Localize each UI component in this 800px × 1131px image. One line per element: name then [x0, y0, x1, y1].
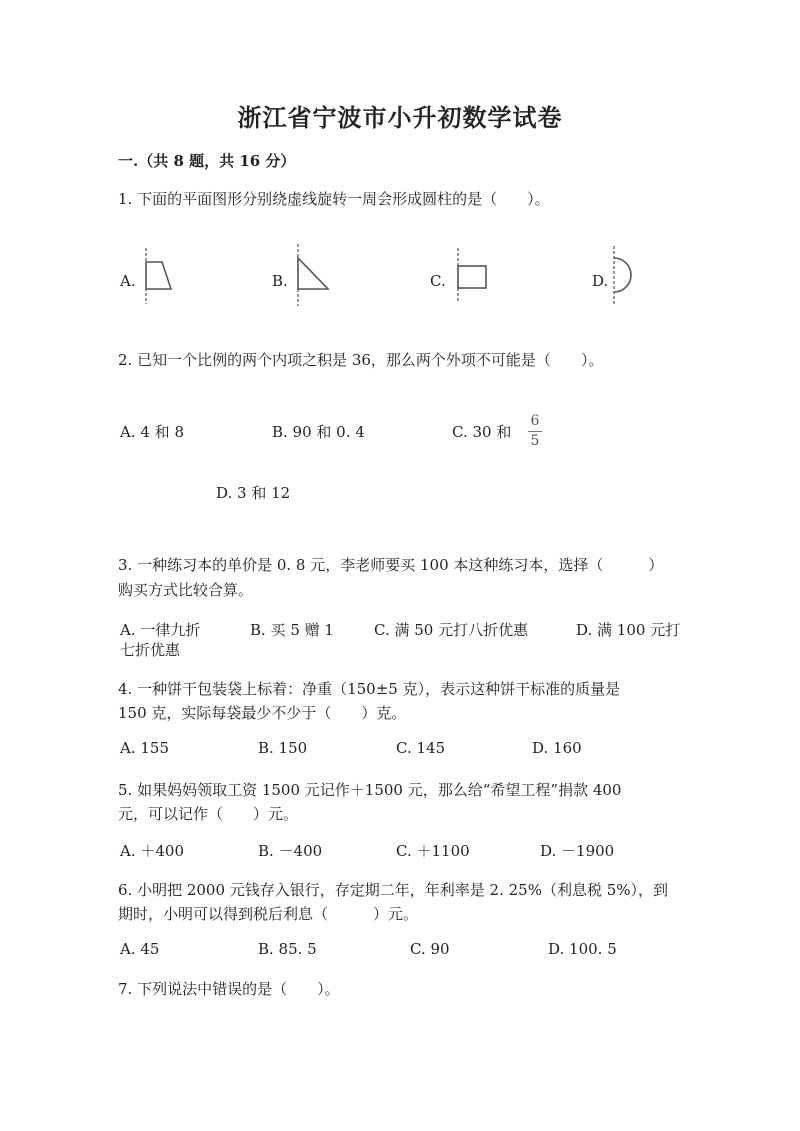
q2-option-a[interactable]: A. 4 和 8	[120, 423, 184, 441]
q4-option-a[interactable]: A. 155	[120, 739, 169, 757]
question-3-line-1: 3. 一种练习本的单价是 0. 8 元，李老师要买 100 本这种练习本，选择（ ）	[118, 556, 664, 574]
q4-option-d[interactable]: D. 160	[532, 739, 582, 757]
question-5-line-2: 元，可以记作（ ）元。	[118, 805, 299, 823]
question-2: 2. 已知一个比例的两个内项之积是 36，那么两个外项不可能是（ ）。	[118, 351, 604, 369]
q1-option-b[interactable]: B.	[272, 272, 288, 290]
q2-option-c[interactable]: C. 30 和	[452, 423, 512, 441]
q1-option-a[interactable]: A.	[120, 272, 136, 290]
q1-figure-a-trapezoid	[138, 246, 178, 306]
q5-option-a[interactable]: A. ＋400	[120, 842, 184, 860]
q3-option-b[interactable]: B. 买 5 赠 1	[250, 621, 334, 639]
q5-option-d[interactable]: D. －1900	[540, 842, 615, 860]
q2-option-c-fraction	[528, 413, 542, 450]
q3-option-a[interactable]: A. 一律九折	[120, 621, 201, 639]
q2-option-d[interactable]: D. 3 和 12	[216, 484, 291, 502]
question-3-line-2: 购买方式比较合算。	[118, 581, 254, 599]
q5-option-c[interactable]: C. ＋1100	[396, 842, 470, 860]
q6-option-d[interactable]: D. 100. 5	[548, 940, 617, 958]
q6-option-c[interactable]: C. 90	[410, 940, 450, 958]
q1-figure-c-rectangle	[450, 246, 492, 304]
q5-option-b[interactable]: B. －400	[258, 842, 323, 860]
section-header: 一.（共 8 题，共 16 分）	[118, 152, 296, 170]
q6-option-a[interactable]: A. 45	[120, 940, 160, 958]
question-1: 1. 下面的平面图形分别绕虚线旋转一周会形成圆柱的是（ ）。	[118, 190, 550, 208]
q4-option-c[interactable]: C. 145	[396, 739, 446, 757]
q1-option-d[interactable]: D.	[592, 272, 609, 290]
fraction-numerator: 6	[530, 413, 540, 429]
q2-option-b[interactable]: B. 90 和 0. 4	[272, 423, 365, 441]
question-4-line-2: 150 克，实际每袋最少不少于（ ）克。	[118, 704, 407, 722]
page-title: 浙江省宁波市小升初数学试卷	[237, 103, 563, 132]
q4-option-b[interactable]: B. 150	[258, 739, 308, 757]
q3-option-d[interactable]: D. 满 100 元打	[576, 621, 681, 639]
question-5-line-1: 5. 如果妈妈领取工资 1500 元记作＋1500 元，那么给“希望工程”捐款 400	[118, 781, 622, 799]
fraction-bar	[528, 431, 542, 432]
q6-option-b[interactable]: B. 85. 5	[258, 940, 317, 958]
q1-option-c[interactable]: C.	[430, 272, 446, 290]
q3-option-c[interactable]: C. 满 50 元打八折优惠	[374, 621, 529, 639]
q1-figure-b-triangle	[290, 242, 334, 308]
q1-figure-d-semicircle	[606, 244, 642, 306]
question-7: 7. 下列说法中错误的是（ ）。	[118, 980, 340, 998]
fraction-denominator: 5	[530, 433, 540, 449]
q3-option-d-wrap: 七折优惠	[120, 641, 181, 659]
question-6-line-1: 6. 小明把 2000 元钱存入银行，存定期二年，年利率是 2. 25%（利息税 5%），到	[118, 881, 669, 899]
question-6-line-2: 期时，小明可以得到税后利息（ ）元。	[118, 905, 419, 923]
question-4-line-1: 4. 一种饼干包装袋上标着：净重（150±5 克），表示这种饼干标准的质量是	[118, 680, 621, 698]
